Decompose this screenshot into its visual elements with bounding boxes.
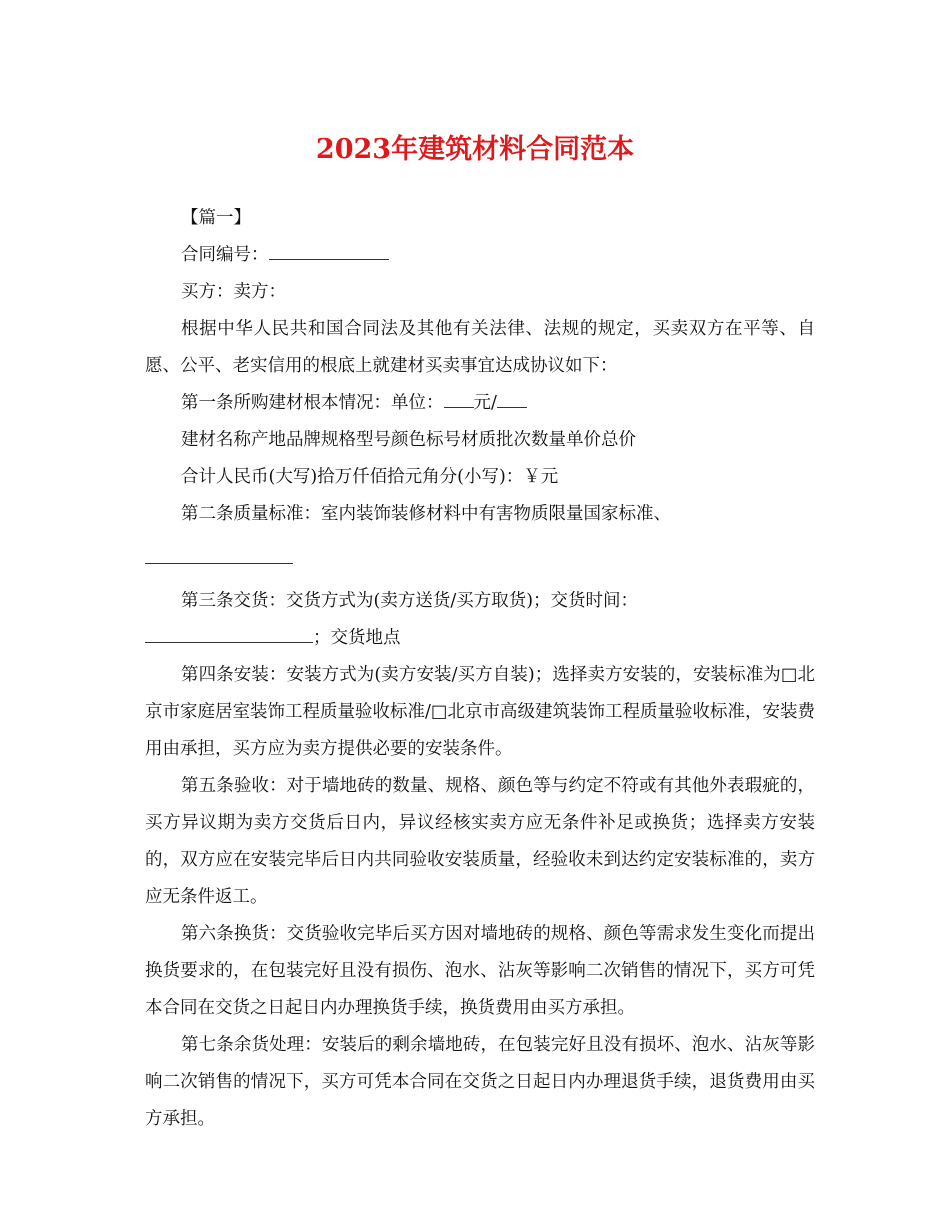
article-1-columns: 建材名称产地品牌规格型号颜色标号材质批次数量单价总价 [181, 430, 636, 450]
delivery-time-blank [145, 620, 313, 643]
article-3-paragraph: 第三条交货：交货方式为(卖方送货/买方取货)；交货时间： [181, 591, 639, 611]
unit-price-blank [444, 385, 474, 408]
section-label: 【篇一】 [181, 208, 251, 228]
article-2-paragraph: 第二条质量标准：室内装饰装修材料中有害物质限量国家标准、 [181, 504, 671, 524]
article-4-paragraph: 第四条安装：安装方式为(卖方安装/买方自装)；选择卖方安装的，安装标准为□北京市家庭居室装饰工程质量验收标准/□北京市高级建筑装饰工程质量验收标准，安装费用由承担，买方应为卖方提供必要的安装条件。 [145, 665, 815, 759]
document-title: 2023年建筑材料合同范本 [315, 134, 635, 165]
parties-line: 买方：卖方： [181, 282, 286, 302]
article-2-blank-line [145, 533, 815, 570]
article-1-line [145, 385, 815, 422]
intro-paragraph: 根据中华人民共和国合同法及其他有关法律、法规的规定，买卖双方在平等、自愿、公平、老实信用的根底上就建材买卖事宜达成协议如下： [145, 319, 815, 376]
article-6-paragraph: 第六条换货：交货验收完毕后买方因对墙地砖的规格、颜色等需求发生变化而提出换货要求的，在包装完好且没有损伤、泡水、沾灰等影响二次销售的情况下，买方可凭本合同在交货之日起日内办理换货手续，换货费用由买方承担。 [145, 924, 815, 1018]
unit-blank [497, 385, 527, 408]
article-1-text: 第一条所购建材根本情况：单位： [181, 393, 444, 413]
standard-blank [145, 541, 293, 564]
document-body [145, 200, 815, 1138]
contract-number-label: 合同编号： [181, 245, 269, 265]
article-5-paragraph: 第五条验收：对于墙地砖的数量、规格、颜色等与约定不符或有其他外表瑕疵的，买方异议期为卖方交货后日内，异议经核实卖方应无条件补足或换货；选择卖方安装的，双方应在安装完毕后日内共同验收安装质量，经验收未到达约定安装标准的，卖方应无条件返工。 [145, 776, 815, 907]
article-1-unit: 元/ [473, 393, 497, 413]
article-3-place-line [145, 620, 815, 657]
contract-number-line [145, 237, 815, 274]
article-1-total: 合计人民币(大写)拾万仟佰拾元角分(小写)：￥元 [181, 467, 559, 487]
contract-number-blank [269, 237, 389, 260]
article-3-place: ；交货地点 [313, 628, 401, 648]
article-7-paragraph: 第七条余货处理：安装后的剩余墙地砖，在包装完好且没有损坏、泡水、沾灰等影响二次销售的情况下，买方可凭本合同在交货之日起日内办理退货手续，退货费用由买方承担。 [145, 1035, 815, 1129]
